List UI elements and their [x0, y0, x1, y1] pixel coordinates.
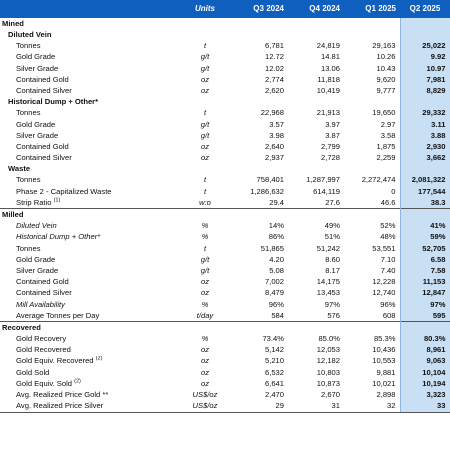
value-cell-q2-2025: 41% [400, 220, 450, 231]
value-cell-q2-2025: 38.3 [400, 197, 450, 209]
unit-cell: t [203, 243, 207, 253]
table-row [0, 367, 450, 378]
row-label [0, 18, 178, 30]
row-label-text: Contained Silver [16, 288, 72, 298]
row-label-text: Avg. Realized Price Gold ** [16, 390, 109, 400]
row-label-text: Silver Grade [16, 265, 59, 275]
value-cell: 96% [268, 299, 284, 309]
header-units: Units [178, 0, 232, 18]
row-label [0, 356, 178, 367]
table-row [0, 243, 450, 254]
value-cell: 10,436 [372, 345, 396, 355]
footnote-marker: (1) [53, 197, 61, 204]
value-cell-q2-2025 [400, 96, 450, 107]
row-label-text: Tonnes [16, 108, 41, 118]
value-cell: 8,479 [264, 288, 284, 298]
subsection-header-row [0, 163, 450, 174]
value-cell: 3.87 [325, 130, 340, 140]
unit-cell: oz [200, 153, 210, 163]
row-label [0, 243, 178, 254]
row-label-text: Tonnes [16, 243, 41, 253]
value-cell: 11,818 [317, 74, 340, 84]
row-label [0, 197, 178, 209]
value-cell [344, 96, 400, 107]
unit-cell: US$/oz [178, 400, 232, 412]
value-cell [232, 96, 288, 107]
unit-cell: oz [200, 345, 210, 355]
value-cell: 85.0% [318, 334, 340, 344]
value-cell: 51,242 [316, 243, 340, 253]
value-cell: 10.43 [376, 63, 396, 73]
table-row [0, 276, 450, 287]
row-label [0, 52, 178, 63]
unit-cell: g/t [200, 265, 210, 275]
unit-cell: % [201, 221, 209, 231]
value-cell [288, 322, 344, 334]
row-label-text: Silver Grade [16, 63, 59, 73]
row-label-text: Milled [2, 210, 24, 220]
value-cell: 6,641 [264, 378, 284, 388]
table-row [0, 175, 450, 186]
row-label [0, 40, 178, 51]
value-cell: 10.26 [376, 52, 396, 62]
row-label [0, 367, 178, 378]
value-cell: 10,803 [316, 367, 340, 377]
row-label [0, 63, 178, 74]
value-cell: 12,053 [316, 345, 340, 355]
value-cell: 27.6 [325, 197, 340, 207]
unit-cell: oz [200, 356, 210, 366]
value-cell: 2,728 [320, 153, 340, 163]
row-label-text: Gold Equiv. Recovered [16, 356, 94, 366]
value-cell-q2-2025 [400, 29, 450, 40]
unit-cell: oz [200, 85, 210, 95]
row-label-text: Gold Sold [16, 367, 50, 377]
row-label [0, 130, 178, 141]
value-cell [344, 209, 400, 221]
header-q3-2024: Q3 2024 [232, 0, 288, 18]
value-cell-q2-2025: 25,022 [400, 40, 450, 51]
unit-cell: t/day [196, 310, 214, 320]
header-q1-2025: Q1 2025 [344, 0, 400, 18]
unit-cell: g/t [200, 130, 210, 140]
value-cell: 9,777 [376, 85, 396, 95]
value-cell-q2-2025: 59% [400, 232, 450, 243]
value-cell-q2-2025: 6.58 [400, 254, 450, 265]
value-cell-q2-2025: 29,332 [400, 108, 450, 119]
value-cell-q2-2025: 12,847 [400, 288, 450, 299]
value-cell [344, 322, 400, 334]
row-label-text: Diluted Vein [16, 221, 57, 231]
value-cell: 3.58 [380, 130, 396, 140]
header-row [0, 0, 450, 18]
unit-cell: t [203, 108, 207, 118]
row-label-text: Contained Gold [16, 277, 69, 287]
table-row [0, 232, 450, 243]
table-row [0, 400, 450, 412]
table-row [0, 389, 450, 400]
value-cell: 21,913 [316, 108, 340, 118]
value-cell-q2-2025: 33 [400, 400, 450, 412]
value-cell-q2-2025: 3.11 [400, 119, 450, 130]
value-cell-q2-2025: 9,063 [400, 356, 450, 367]
table-row [0, 119, 450, 130]
value-cell: 14% [268, 221, 284, 231]
row-label [0, 288, 178, 299]
value-cell: 3.97 [325, 119, 340, 129]
value-cell: 97% [324, 299, 340, 309]
value-cell: 5,142 [264, 345, 284, 355]
value-cell: 6,532 [264, 367, 284, 377]
value-cell: 5,210 [264, 356, 284, 366]
value-cell: 14.81 [320, 52, 340, 62]
row-label [0, 265, 178, 276]
unit-cell: g/t [200, 63, 210, 73]
unit-cell: w:o [199, 197, 211, 207]
footnote-marker: (2) [95, 355, 103, 362]
unit-cell [178, 322, 232, 334]
row-label-text: Gold Grade [16, 52, 56, 62]
table-row [0, 299, 450, 310]
value-cell-q2-2025 [400, 209, 450, 221]
value-cell: 22,968 [260, 108, 284, 118]
row-label [0, 232, 178, 243]
value-cell: 51% [324, 232, 340, 242]
value-cell [232, 322, 288, 334]
row-label-text: Historical Dump + Other* [16, 232, 101, 242]
unit-cell: oz [200, 141, 210, 151]
value-cell: 13,453 [316, 288, 340, 298]
footnote-marker: (2) [74, 378, 81, 385]
row-label [0, 310, 178, 322]
unit-cell: oz [200, 367, 210, 377]
value-cell: 2,898 [376, 390, 396, 400]
value-cell: 2,799 [320, 141, 340, 151]
row-label-text: Tonnes [16, 41, 41, 51]
value-cell: 10,419 [316, 85, 340, 95]
header-q4-2024: Q4 2024 [288, 0, 344, 18]
value-cell-q2-2025: 2,081,322 [400, 175, 450, 186]
value-cell-q2-2025: 177,544 [400, 186, 450, 197]
value-cell: 608 [382, 310, 396, 320]
unit-cell: US$/oz [192, 390, 218, 400]
section-header-row [0, 209, 450, 221]
row-label-text: Phase 2 - Capitalized Waste [16, 186, 112, 196]
section-header-row [0, 18, 450, 30]
unit-cell [178, 18, 232, 30]
row-label [0, 344, 178, 355]
value-cell: 3.57 [269, 119, 284, 129]
value-cell [232, 209, 288, 221]
value-cell: 12,228 [372, 277, 396, 287]
table-row [0, 186, 450, 197]
value-cell: 6,781 [264, 41, 284, 51]
row-label-text: Strip Ratio [16, 197, 52, 207]
value-cell: 2,272,474 [361, 175, 396, 185]
unit-cell: % [201, 334, 209, 344]
value-cell: 12,740 [372, 288, 396, 298]
value-cell [344, 18, 400, 30]
value-cell: 52% [380, 221, 396, 231]
table-body [0, 18, 450, 413]
value-cell-q2-2025 [400, 322, 450, 334]
table-row [0, 108, 450, 119]
value-cell: 10,873 [316, 378, 340, 388]
row-label-text: Contained Silver [16, 153, 72, 163]
table-row [0, 288, 450, 299]
value-cell: 9,881 [376, 367, 396, 377]
subsection-header-row [0, 29, 450, 40]
unit-cell: oz [200, 277, 210, 287]
value-cell: 7,002 [264, 277, 284, 287]
value-cell-q2-2025: 8,829 [400, 85, 450, 96]
value-cell: 9,620 [376, 74, 396, 84]
value-cell: 5.08 [269, 265, 284, 275]
table-row [0, 52, 450, 63]
value-cell: 14,175 [316, 277, 340, 287]
unit-cell: g/t [200, 52, 210, 62]
value-cell [344, 163, 400, 174]
value-cell-q2-2025: 10,194 [400, 378, 450, 389]
unit-cell: g/t [200, 254, 210, 264]
value-cell: 8.60 [325, 254, 340, 264]
row-label-text: Recovered [2, 322, 41, 332]
row-label [0, 322, 178, 334]
value-cell: 576 [327, 310, 340, 320]
value-cell: 10,021 [372, 378, 396, 388]
value-cell: 758,401 [256, 175, 284, 185]
row-label [0, 85, 178, 96]
row-label-text: Tonnes [16, 175, 41, 185]
value-cell-q2-2025: 9.92 [400, 52, 450, 63]
value-cell: 96% [380, 299, 396, 309]
value-cell: 29 [232, 400, 288, 412]
row-label-text: Historical Dump + Other* [8, 97, 99, 107]
row-label-text: Contained Silver [16, 85, 72, 95]
value-cell [232, 163, 288, 174]
row-label [0, 400, 178, 412]
unit-cell: oz [200, 378, 210, 388]
row-label [0, 333, 178, 344]
value-cell: 1,875 [376, 141, 396, 151]
value-cell: 46.6 [380, 197, 396, 207]
value-cell: 1,287,997 [306, 175, 340, 185]
value-cell-q2-2025: 3,662 [400, 152, 450, 163]
value-cell [288, 163, 344, 174]
value-cell: 49% [324, 221, 340, 231]
value-cell: 13.06 [320, 63, 340, 73]
value-cell: 0 [391, 186, 396, 196]
value-cell-q2-2025: 8,961 [400, 344, 450, 355]
value-cell-q2-2025: 2,930 [400, 141, 450, 152]
value-cell: 614,119 [313, 186, 340, 196]
table-row [0, 85, 450, 96]
unit-cell: % [201, 299, 209, 309]
row-label-text: Silver Grade [16, 130, 59, 140]
subsection-header-row [0, 96, 450, 107]
value-cell [288, 29, 344, 40]
table-row [0, 74, 450, 85]
unit-cell: oz [200, 288, 210, 298]
table-row [0, 63, 450, 74]
value-cell: 4.20 [269, 254, 284, 264]
row-label [0, 389, 178, 400]
unit-cell [178, 29, 232, 40]
value-cell: 2.97 [380, 119, 396, 129]
value-cell [232, 29, 288, 40]
row-label-text: Gold Grade [16, 254, 56, 264]
table-row [0, 310, 450, 322]
value-cell-q2-2025: 52,705 [400, 243, 450, 254]
row-label [0, 378, 178, 389]
value-cell: 12.02 [264, 63, 284, 73]
value-cell: 8.17 [325, 265, 340, 275]
value-cell: 2,259 [376, 153, 396, 163]
value-cell-q2-2025: 7,981 [400, 74, 450, 85]
table-row [0, 333, 450, 344]
value-cell: 2,670 [320, 390, 340, 400]
row-label [0, 74, 178, 85]
table-row [0, 344, 450, 355]
row-label [0, 299, 178, 310]
value-cell: 2,640 [264, 141, 284, 151]
unit-cell: g/t [200, 119, 210, 129]
table-row [0, 197, 450, 209]
value-cell [344, 29, 400, 40]
value-cell: 12,182 [316, 356, 340, 366]
value-cell: 7.40 [380, 265, 396, 275]
row-label-text: Waste [8, 164, 31, 174]
value-cell-q2-2025: 97% [400, 299, 450, 310]
table-row [0, 378, 450, 389]
value-cell-q2-2025: 11,153 [400, 276, 450, 287]
value-cell: 1,286,632 [250, 186, 284, 196]
row-label [0, 276, 178, 287]
header-label-cell [0, 0, 178, 18]
value-cell-q2-2025: 3.88 [400, 130, 450, 141]
unit-cell: t [203, 175, 207, 185]
value-cell: 86% [268, 232, 284, 242]
value-cell: 10,553 [372, 356, 396, 366]
unit-cell: t [203, 186, 207, 196]
table-row [0, 265, 450, 276]
table-row [0, 141, 450, 152]
value-cell: 2,937 [264, 153, 284, 163]
row-label [0, 209, 178, 221]
row-label [0, 141, 178, 152]
unit-cell: oz [200, 74, 210, 84]
value-cell: 3.98 [269, 130, 284, 140]
value-cell-q2-2025 [400, 163, 450, 174]
unit-cell: % [201, 232, 209, 242]
row-label-text: Mill Availability [16, 299, 65, 309]
value-cell: 29.4 [269, 197, 284, 207]
value-cell: 32 [344, 400, 400, 412]
value-cell: 584 [271, 310, 284, 320]
value-cell-q2-2025: 80.3% [400, 333, 450, 344]
table-row [0, 220, 450, 231]
value-cell-q2-2025: 595 [400, 310, 450, 322]
row-label-text: Contained Gold [16, 141, 69, 151]
value-cell: 2,470 [264, 390, 284, 400]
value-cell: 7.10 [380, 254, 396, 264]
value-cell: 2,620 [264, 85, 284, 95]
row-label-text: Contained Gold [16, 74, 69, 84]
value-cell: 53,551 [372, 243, 396, 253]
row-label-text: Gold Equiv. Sold [16, 378, 72, 388]
value-cell-q2-2025: 3,323 [400, 389, 450, 400]
row-label [0, 29, 178, 40]
unit-cell [178, 209, 232, 221]
row-label [0, 163, 178, 174]
row-label [0, 96, 178, 107]
table-row [0, 356, 450, 367]
row-label [0, 186, 178, 197]
section-header-row [0, 322, 450, 334]
value-cell-q2-2025: 10.97 [400, 63, 450, 74]
row-label-text: Diluted Vein [8, 30, 52, 40]
row-label [0, 254, 178, 265]
value-cell: 31 [288, 400, 344, 412]
table-row [0, 254, 450, 265]
value-cell [288, 209, 344, 221]
value-cell: 85.3% [373, 334, 396, 344]
row-label [0, 119, 178, 130]
value-cell [232, 18, 288, 30]
row-label [0, 152, 178, 163]
value-cell-q2-2025: 10,104 [400, 367, 450, 378]
row-label-text: Avg. Realized Price Silver [16, 401, 104, 411]
value-cell [288, 96, 344, 107]
header-q2-2025: Q2 2025 [400, 0, 450, 18]
value-cell: 51,865 [260, 243, 284, 253]
value-cell: 19,650 [372, 108, 396, 118]
value-cell: 12.72 [264, 52, 284, 62]
row-label [0, 108, 178, 119]
table-row [0, 130, 450, 141]
value-cell-q2-2025 [400, 18, 450, 30]
row-label-text: Gold Recovery [16, 334, 67, 344]
row-label-text: Gold Grade [16, 119, 56, 129]
row-label-text: Average Tonnes per Day [16, 310, 100, 320]
table-row [0, 40, 450, 51]
value-cell-q2-2025: 7.58 [400, 265, 450, 276]
value-cell: 48% [380, 232, 396, 242]
unit-cell [178, 96, 232, 107]
unit-cell [178, 163, 232, 174]
row-label [0, 220, 178, 231]
value-cell: 73.4% [262, 334, 284, 344]
row-label [0, 175, 178, 186]
value-cell: 29,163 [372, 41, 396, 51]
value-cell [288, 18, 344, 30]
value-cell: 24,819 [316, 41, 340, 51]
table-row [0, 152, 450, 163]
row-label-text: Gold Recovered [16, 345, 71, 355]
value-cell: 2,774 [264, 74, 284, 84]
row-label-text: Mined [2, 18, 24, 28]
unit-cell: t [203, 41, 207, 51]
